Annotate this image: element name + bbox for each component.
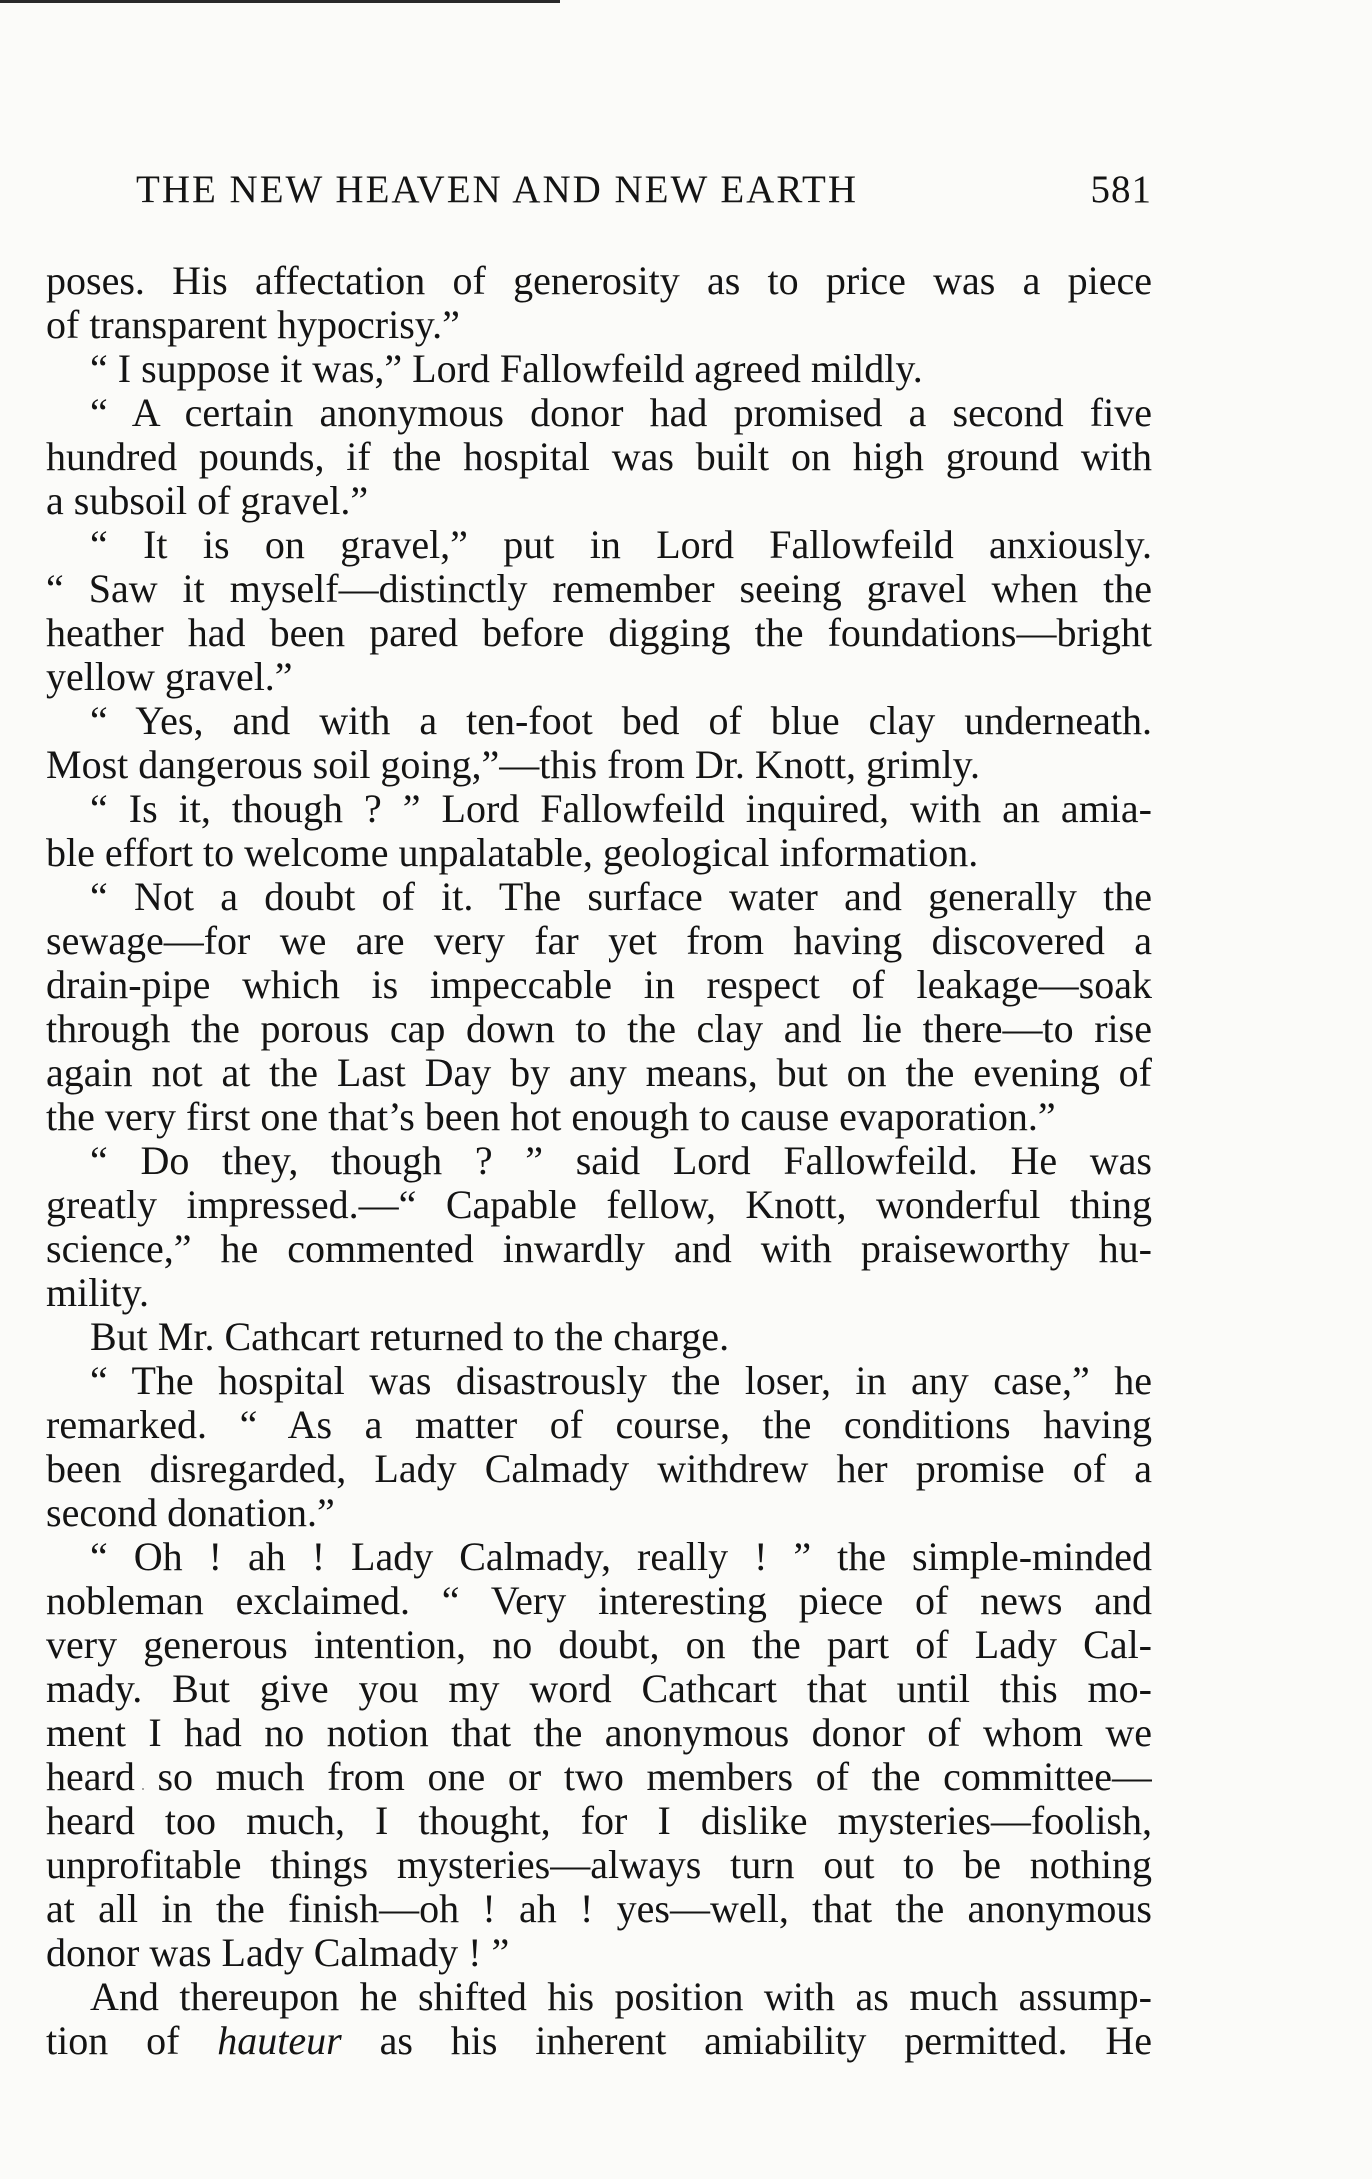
text-line: science,” he commented inwardly and with praiseworthy hu- [46, 1227, 1152, 1271]
text-line: mility. [46, 1271, 149, 1315]
text-line: ment I had no notion that the anonymous donor of whom we [46, 1711, 1152, 1755]
text-line: “ The hospital was disastrously the loser, in any case,” he [90, 1359, 1152, 1403]
text-line: drain-pipe which is impeccable in respect of leakage—soak [46, 963, 1152, 1007]
text-line: greatly impressed.—“ Capable fellow, Knott, wonderful thing [46, 1183, 1152, 1227]
text-line-mixed [46, 2019, 1152, 2063]
text-line: Most dangerous soil going,”—this from Dr. Knott, grimly. [46, 743, 981, 787]
text-line: nobleman exclaimed. “ Very interesting piece of news and [46, 1579, 1152, 1623]
text-line: ble effort to welcome unpalatable, geological information. [46, 831, 979, 875]
text-line: But Mr. Cathcart returned to the charge. [90, 1315, 730, 1359]
page-header [136, 166, 1152, 214]
text-line: “ It is on gravel,” put in Lord Fallowfeild anxiously. [90, 523, 1152, 567]
text-line: “ A certain anonymous donor had promised a second five [90, 391, 1152, 435]
text-line: second donation.” [46, 1491, 335, 1535]
text-line: been disregarded, Lady Calmady withdrew her promise of a [46, 1447, 1152, 1491]
text-line: “ I suppose it was,” Lord Fallowfeild agreed mildly. [90, 347, 923, 391]
text-line: poses. His affectation of generosity as to price was a piece [46, 259, 1152, 303]
text-line: hundred pounds, if the hospital was built on high ground with [46, 435, 1152, 479]
text-line: heard too much, I thought, for I dislike mysteries—foolish, [46, 1799, 1152, 1843]
italic-word: hauteur [217, 2019, 342, 2063]
text-line: “ Saw it myself—distinctly remember seeing gravel when the [46, 567, 1152, 611]
page-number: 581 [1090, 168, 1152, 211]
text-line: a subsoil of gravel.” [46, 479, 369, 523]
text-line: of transparent hypocrisy.” [46, 303, 460, 347]
text-line: through the porous cap down to the clay and lie there—to rise [46, 1007, 1152, 1051]
text-line: at all in the finish—oh ! ah ! yes—well, that the anonymous [46, 1887, 1152, 1931]
top-edge-rule [0, 0, 560, 3]
text-line: “ Do they, though ? ” said Lord Fallowfeild. He was [90, 1139, 1152, 1183]
body-text [46, 259, 1152, 2063]
text-line: unprofitable things mysteries—always turn out to be nothing [46, 1843, 1152, 1887]
text-line: “ Not a doubt of it. The surface water and generally the [90, 875, 1152, 919]
running-title: THE NEW HEAVEN AND NEW EARTH [136, 168, 859, 211]
text-line: the very first one that’s been hot enough to cause evaporation.” [46, 1095, 1056, 1139]
text-line: very generous intention, no doubt, on the part of Lady Cal- [46, 1623, 1152, 1667]
text-line: again not at the Last Day by any means, but on the evening of [46, 1051, 1152, 1095]
text-line: sewage—for we are very far yet from having discovered a [46, 919, 1152, 963]
text-line: “ Oh ! ah ! Lady Calmady, really ! ” the simple-minded [90, 1535, 1152, 1579]
text-segment: tion of [46, 2019, 180, 2063]
text-line: yellow gravel.” [46, 655, 293, 699]
text-line: “ Yes, and with a ten-foot bed of blue clay underneath. [90, 699, 1152, 743]
text-line: heard so much from one or two members of the committee— [46, 1755, 1152, 1799]
text-line: “ Is it, though ? ” Lord Fallowfeild inquired, with an amia- [90, 787, 1152, 831]
text-line: And thereupon he shifted his position with as much assump- [90, 1975, 1152, 2019]
text-line: donor was Lady Calmady ! ” [46, 1931, 510, 1975]
text-line: remarked. “ As a matter of course, the conditions having [46, 1403, 1152, 1447]
text-line: mady. But give you my word Cathcart that until this mo- [46, 1667, 1152, 1711]
text-line: heather had been pared before digging the foundations—bright [46, 611, 1152, 655]
text-segment: as his inherent amiability permitted. He [379, 2019, 1152, 2063]
